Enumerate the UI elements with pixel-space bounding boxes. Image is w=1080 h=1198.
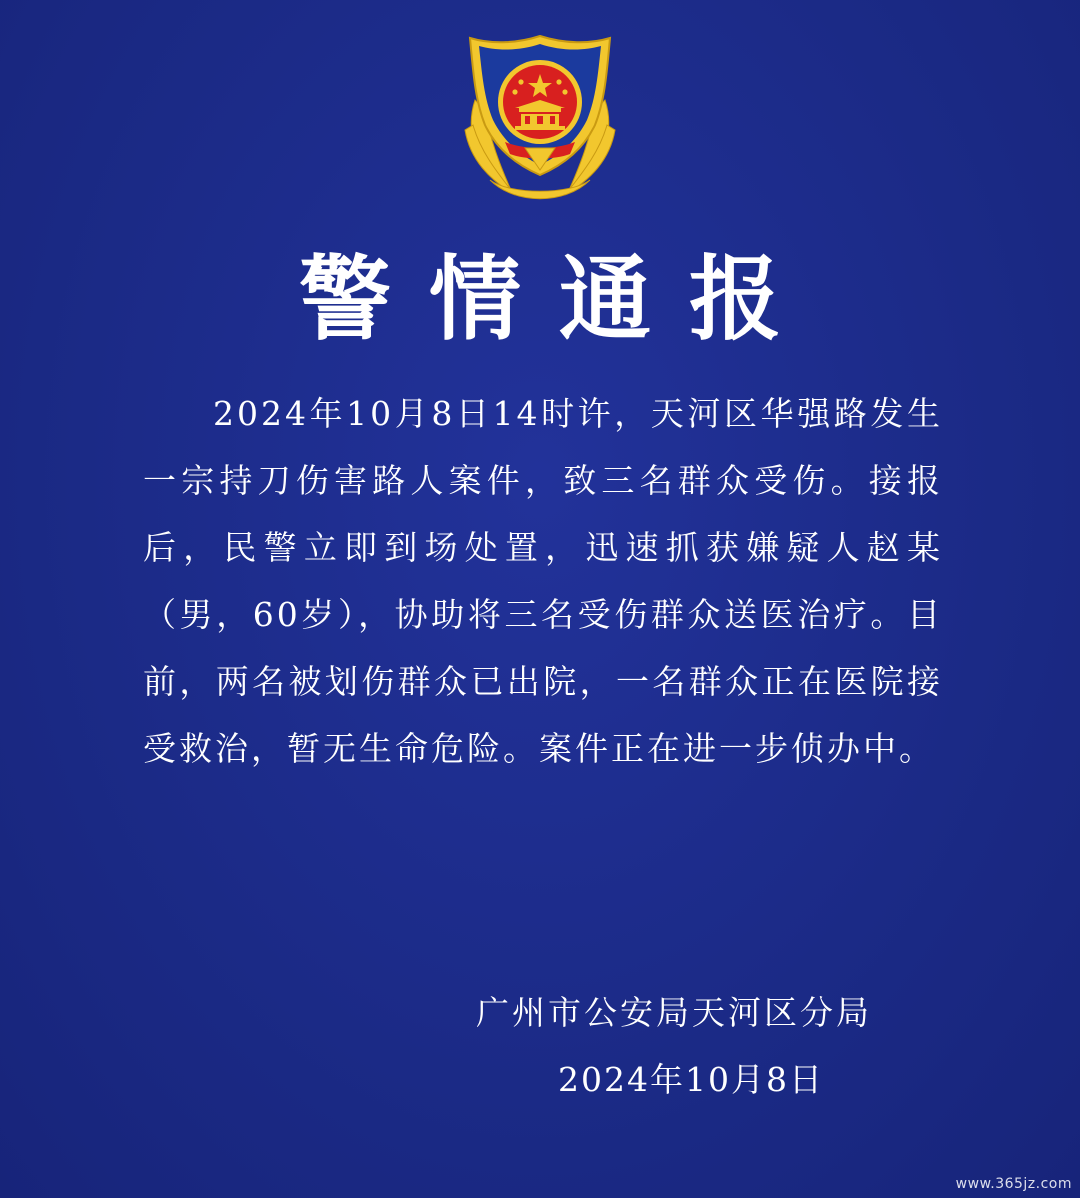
issuer-signature: 广州市公安局天河区分局: [476, 993, 872, 1032]
site-watermark: www.365jz.com: [955, 1176, 1072, 1192]
notice-title: 警情通报: [298, 246, 819, 353]
notice-body: 2024年10月8日14时许，天河区华强路发生一宗持刀伤害路人案件，致三名群众受伤。接报后，民警立即到场处置，迅速抓获嫌疑人赵某（男，60岁），协助将三名受伤群众送医治疗。目前，两名被划伤群众已出院，一名群众正在医院接受救治，暂无生命危险。案件正在进一步侦办中。: [143, 394, 943, 768]
police-emblem-icon: [455, 30, 625, 205]
issue-date: 2024年10月8日: [558, 1060, 824, 1099]
